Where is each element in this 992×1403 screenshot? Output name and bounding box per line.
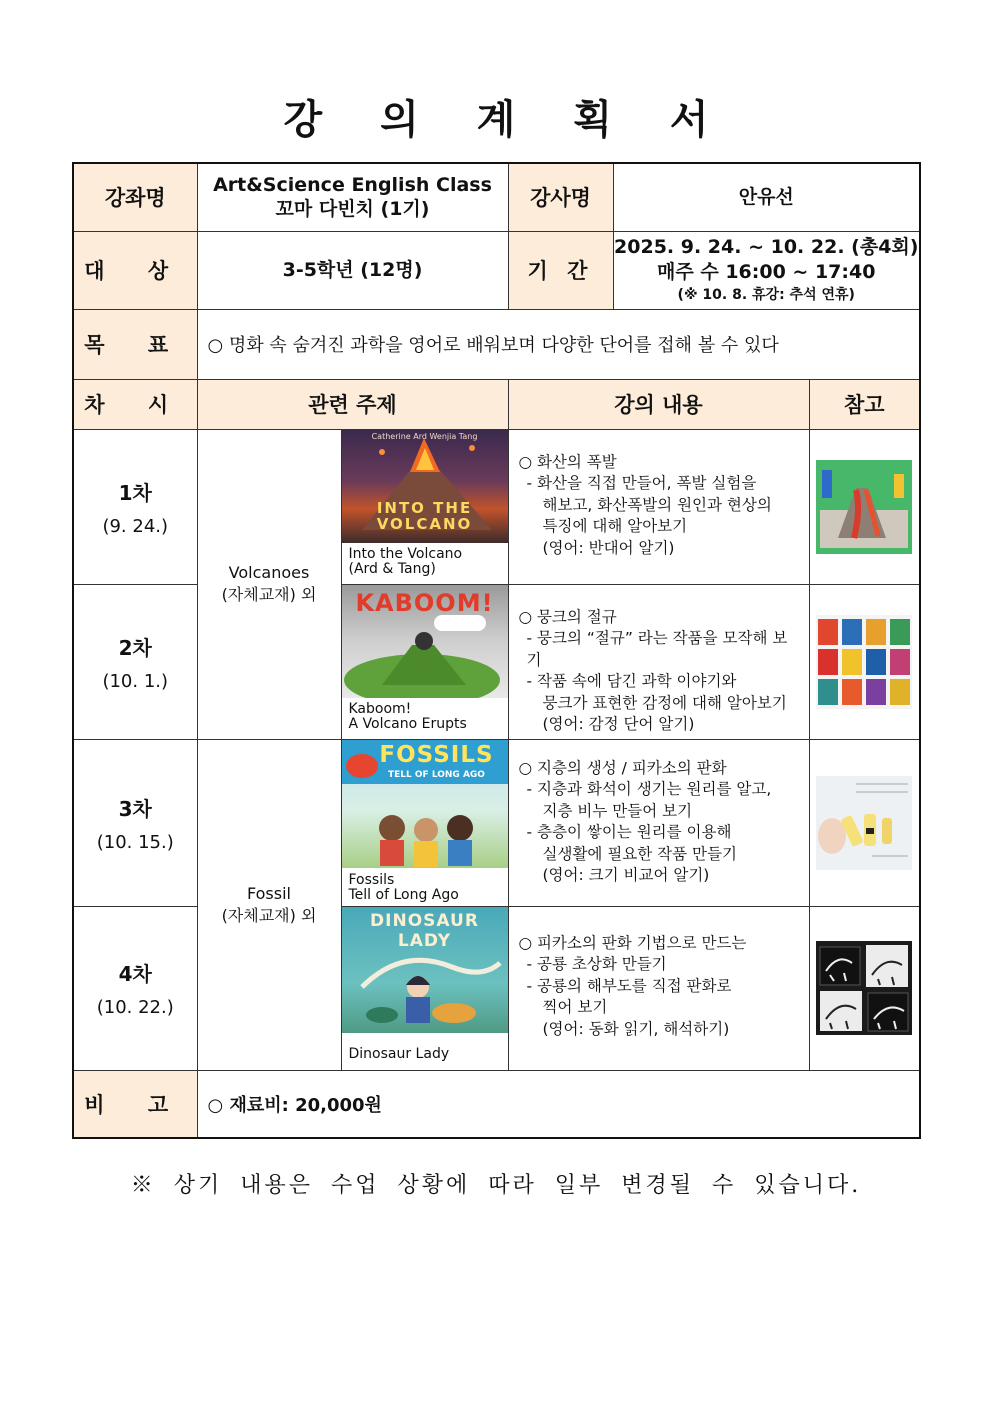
goal-text: ○ 명화 속 숨겨진 과학을 영어로 배워보며 다양한 단어를 접해 볼 수 있다 [197,309,920,379]
period-dates: 2025. 9. 24. ~ 10. 22. (총4회) [614,236,919,258]
note-label: 비 고 [73,1070,197,1138]
content-line: (영어: 동화 읽기, 해석하기) [542,1019,730,1038]
book-caption [342,1033,508,1062]
reference-photo-dinosaur-print [816,941,912,1035]
content-line: - 층층이 쌓이는 원리를 이용해 [526,823,732,841]
cover-title: KABOOM! [355,588,494,617]
note-text: ○ 재료비: 20,000원 [197,1070,920,1138]
content-line: (영어: 감정 단어 알기) [542,715,695,733]
content-line: ○ 피카소의 판화 기법으로 만드는 [518,933,747,952]
lecture-content-cell [508,906,809,1070]
session-cell [73,739,197,906]
period-time: 매주 수 16:00 ~ 17:40 [657,261,876,283]
volcano-model-image [816,460,912,554]
session-date: (9. 24.) [102,515,169,537]
reference-cell [809,906,920,1070]
content-line: 해보고, 화산폭발의 원인과 현상의 [542,495,772,514]
topic-source: (자체교재) 외 [221,905,317,925]
lecture-content-cell [508,739,809,906]
footer-notice: ※ 상기 내용은 수업 상황에 따라 일부 변경될 수 있습니다. [130,1173,862,1198]
book-caption-line2: Tell of Long Ago [348,886,459,903]
book-cover-dinosaur-lady [342,907,508,1033]
cover-authors: Catherine Ard Wenjia Tang [371,431,478,441]
row-target [73,231,920,309]
session-number: 4차 [118,962,152,986]
book-cover-kaboom [342,585,508,698]
content-line: 실생활에 필요한 작품 만들기 [542,844,737,863]
period-label: 기 간 [508,231,613,309]
topic-name: Volcanoes [228,563,310,582]
session-cell [73,906,197,1070]
content-line: 지층 비누 만들어 보기 [542,801,693,820]
row-column-headers [73,379,920,429]
book-caption [342,543,508,577]
period-holiday-note: (※ 10. 8. 휴강: 추석 연휴) [677,287,855,303]
book-caption [342,868,508,903]
course-name-line1: Art&Science English Class [213,174,492,197]
row-course [73,163,920,231]
book-cover-fossils [342,740,508,868]
content-line: ○ 화산의 폭발 [518,452,617,471]
content-line: - 공룡의 해부도를 직접 판화로 [526,976,732,995]
lecture-plan-table [72,162,921,1139]
session-number: 2차 [118,635,152,660]
layered-soap-image [816,776,912,870]
course-name-line2: 꼬마 다빈치 (1기) [275,198,430,221]
session-number: 1차 [118,480,152,505]
cover-authors: TELL OF LONG AGO [388,769,485,780]
session-number: 3차 [118,796,152,821]
book-caption-line1: Fossils [348,871,395,888]
book-caption [342,698,508,732]
session-date: (10. 22.) [96,997,174,1018]
content-line: - 지층과 화석이 생기는 원리를 알고, [526,780,772,798]
goal-label: 목 표 [73,309,197,379]
topic-source: (자체교재) 외 [221,585,317,604]
content-line: ○ 지층의 생성 / 피카소의 판화 [518,758,727,777]
topic-volcanoes [197,429,341,739]
reference-cell [809,739,920,906]
cover-title: DINOSAUR LADY [370,910,479,951]
book-caption-line1: Kaboom! [348,700,412,717]
session-date: (10. 1.) [102,670,169,692]
col-topic-header: 관련 주제 [197,379,508,429]
lecture-content-cell [508,429,809,584]
content-line: 특징에 대해 알아보기 [542,517,688,535]
session-cell [73,429,197,584]
content-line: (영어: 크기 비교어 알기) [542,866,710,884]
cover-title: FOSSILS [379,741,494,768]
content-line: - 뭉크의 “절규” 라는 작품을 모작해 보기 [526,629,788,669]
dinosaur-print-image [816,941,912,1035]
row-note [73,1070,920,1138]
cover-title: INTO THE VOLCANO [376,498,473,533]
target-label: 대 상 [73,231,197,309]
session-row-1 [73,429,920,584]
row-goal [73,309,920,379]
session-date: (10. 15.) [96,831,174,853]
lecture-content-cell [508,584,809,739]
book-caption-line1: Dinosaur Lady [348,1045,450,1062]
book-cell [341,429,508,584]
topic-fossil [197,739,341,1070]
course-name-label: 강좌명 [73,163,197,231]
course-name [197,163,508,231]
book-cell [341,906,508,1070]
topic-name: Fossil [247,883,291,903]
content-line: ○ 뭉크의 절규 [518,607,617,626]
reference-photo-soap [816,776,912,870]
book-caption-line2: A Volcano Erupts [348,715,467,732]
book-cell [341,739,508,906]
book-cell [341,584,508,739]
session-cell [73,584,197,739]
document-title: 강 의 계 획 서 [283,97,731,143]
instructor-name: 안유선 [613,163,920,231]
content-line: (영어: 반대어 알기) [542,538,675,557]
col-session-header: 차 시 [73,379,197,429]
scream-paintings-image [816,615,912,709]
instructor-label: 강사명 [508,163,613,231]
session-row-3 [73,739,920,906]
col-ref-header: 참고 [809,379,920,429]
content-line: - 화산을 직접 만들어, 폭발 실험을 [526,474,757,492]
book-caption-line2: (Ard & Tang) [348,560,436,577]
reference-cell [809,584,920,739]
book-cover-volcano [342,430,508,543]
reference-photo-volcano [816,460,912,554]
content-line: 뭉크가 표현한 감정에 대해 알아보기 [542,693,787,712]
col-content-header: 강의 내용 [508,379,809,429]
content-line: 찍어 보기 [542,998,608,1016]
content-line: - 작품 속에 담긴 과학 이야기와 [526,672,737,690]
content-line: - 공룡 초상화 만들기 [526,955,667,973]
target-value: 3-5학년 (12명) [197,231,508,309]
reference-photo-scream [816,615,912,709]
period-value [613,231,920,309]
reference-cell [809,429,920,584]
book-caption-line1: Into the Volcano [348,545,463,562]
